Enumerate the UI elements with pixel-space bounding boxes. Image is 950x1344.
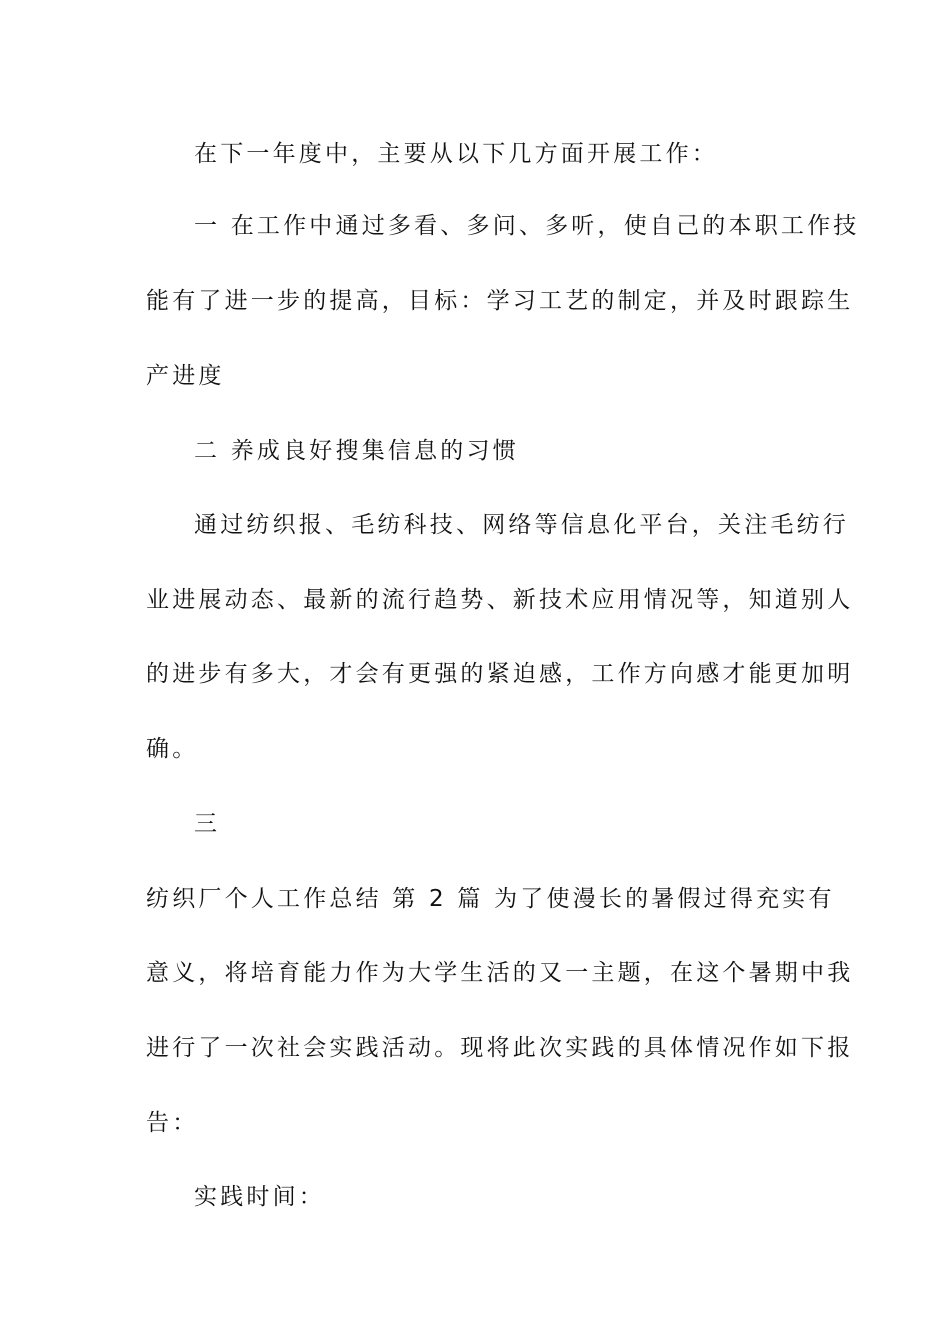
- paragraph-intro: 在下一年度中，主要从以下几方面开展工作：: [194, 141, 718, 167]
- paragraph-item-two-body-line-4: 确。: [146, 736, 199, 762]
- paragraph-part-two-line-2: 意义，将培育能力作为大学生活的又一主题，在这个暑期中我: [146, 960, 854, 986]
- paragraph-item-one-line-3: 产进度: [146, 363, 225, 389]
- paragraph-part-two-line-4: 告：: [146, 1110, 199, 1136]
- paragraph-item-one-line-1: 一 在工作中通过多看、多问、多听，使自己的本职工作技: [194, 213, 860, 239]
- paragraph-item-two-heading: 二 养成良好搜集信息的习惯: [194, 438, 519, 464]
- paragraph-part-two-line-3: 进行了一次社会实践活动。现将此次实践的具体情况作如下报: [146, 1035, 854, 1061]
- paragraph-item-two-body-line-3: 的进步有多大，才会有更强的紧迫感，工作方向感才能更加明: [146, 661, 854, 687]
- paragraph-item-one-line-2: 能有了进一步的提高，目标：学习工艺的制定，并及时跟踪生: [146, 288, 854, 314]
- paragraph-item-two-body-line-1: 通过纺织报、毛纺科技、网络等信息化平台，关注毛纺行: [194, 512, 849, 538]
- paragraph-part-two-line-1: 纺织厂个人工作总结 第 2 篇 为了使漫长的暑假过得充实有: [146, 886, 835, 912]
- paragraph-item-two-body-line-2: 业进展动态、最新的流行趋势、新技术应用情况等，知道别人: [146, 587, 854, 613]
- paragraph-practice-time: 实践时间：: [194, 1184, 325, 1210]
- paragraph-item-three-heading: 三: [194, 811, 221, 837]
